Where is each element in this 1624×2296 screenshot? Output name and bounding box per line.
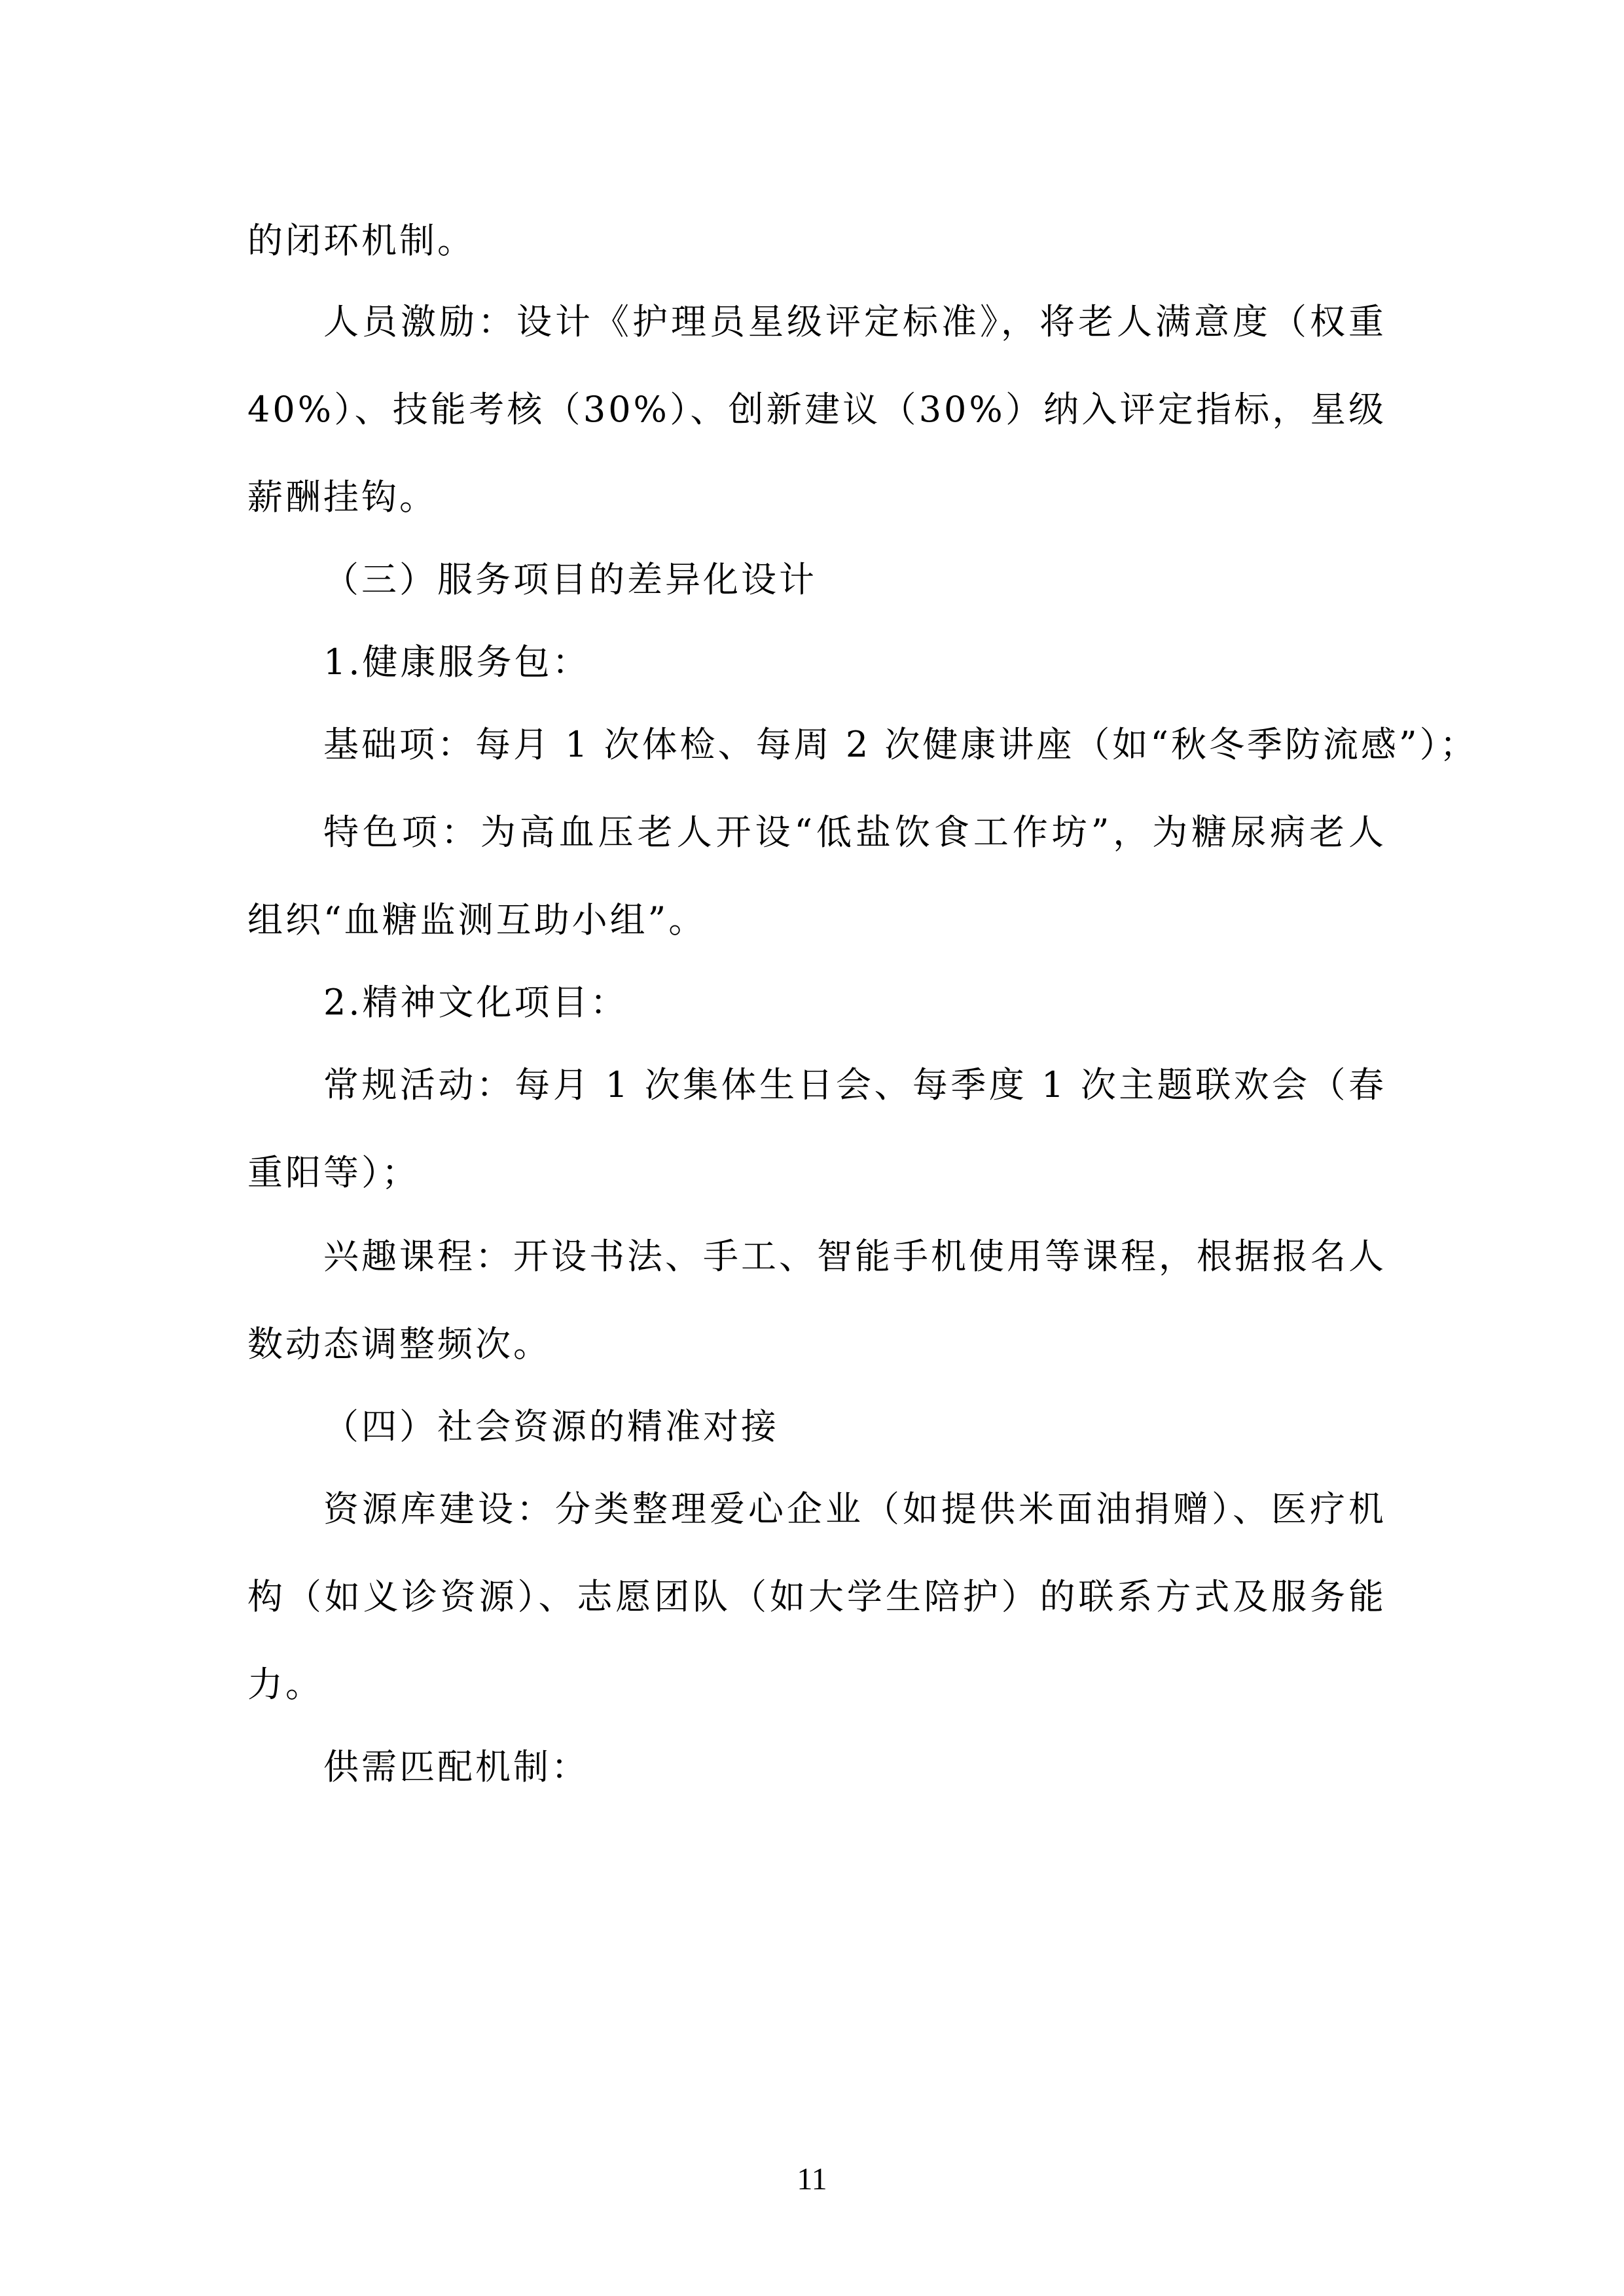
text-line-resource-library-end: 力。 xyxy=(247,1664,323,1705)
page-number: 11 xyxy=(797,2162,827,2197)
text-line-resource-library-cont: 构（如义诊资源）、志愿团队（如大学生陪护）的联系方式及服务能 xyxy=(247,1576,1386,1617)
text-line-regular-activities: 常规活动：每月 1 次集体生日会、每季度 1 次主题联欢会（春 xyxy=(323,1064,1386,1105)
text-line-regular-activities-cont: 重阳等）； xyxy=(247,1152,420,1193)
text-line-1: 的闭环机制。 xyxy=(247,220,475,261)
subheading-culture-projects: 2.精神文化项目： xyxy=(323,982,628,1023)
text-line-special-items: 特色项：为高血压老人开设“低盐饮食工作坊”，为糖尿病老人 xyxy=(323,812,1386,853)
document-page xyxy=(247,0,1478,2296)
text-line-4: 薪酬挂钩。 xyxy=(247,476,437,518)
text-line-interest-courses: 兴趣课程：开设书法、手工、智能手机使用等课程，根据报名人 xyxy=(323,1236,1386,1277)
section-heading-4: （四）社会资源的精准对接 xyxy=(323,1406,779,1447)
text-line-3: 40%）、技能考核（30%）、创新建议（30%）纳入评定指标，星级 xyxy=(247,389,1386,430)
text-line-interest-courses-cont: 数动态调整频次。 xyxy=(247,1323,551,1365)
section-heading-3: （三）服务项目的差异化设计 xyxy=(323,559,817,600)
text-line-2: 人员激励：设计《护理员星级评定标准》，将老人满意度（权重 xyxy=(323,301,1386,342)
subheading-health-package: 1.健康服务包： xyxy=(323,641,590,683)
text-line-matching-mechanism: 供需匹配机制： xyxy=(323,1746,589,1787)
text-line-special-items-cont: 组织“血糖监测互助小组”。 xyxy=(247,899,707,941)
text-line-resource-library: 资源库建设：分类整理爱心企业（如提供米面油捐赠）、医疗机 xyxy=(323,1488,1386,1530)
text-line-basic-items: 基础项：每月 1 次体检、每周 2 次健康讲座（如“秋冬季防流感”）； xyxy=(323,724,1478,765)
